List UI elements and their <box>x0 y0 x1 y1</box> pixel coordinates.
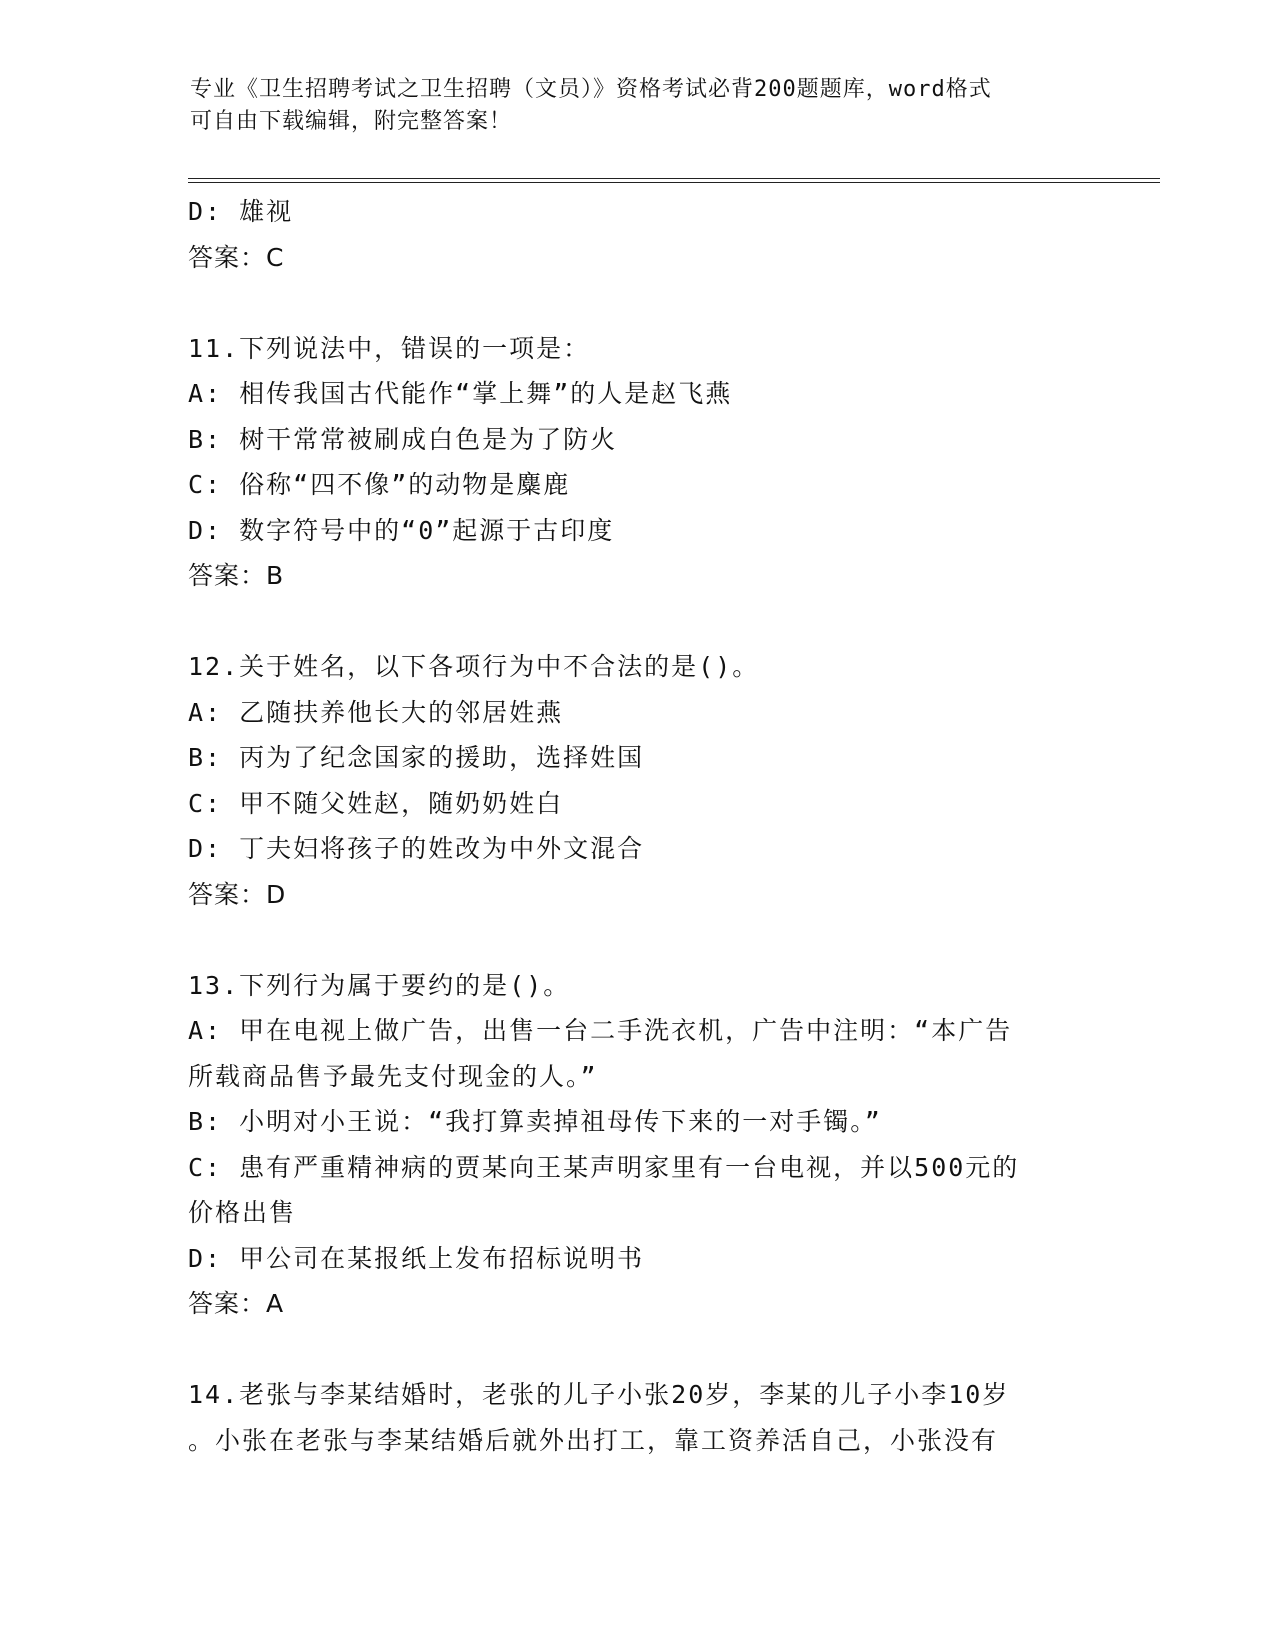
question-13 <box>188 963 1088 1327</box>
spacer <box>188 599 1088 645</box>
header-title-line-1: 专业《卫生招聘考试之卫生招聘（文员）》资格考试必背200题题库，word格式 <box>190 77 992 102</box>
answer-line: 答案：B <box>188 561 285 590</box>
question-stem-line-1: 14.老张与李某结婚时，老张的儿子小张20岁，李某的儿子小李10岁 <box>188 1380 1010 1409</box>
option-a-continued: 所载商品售予最先支付现金的人。” <box>188 1061 598 1091</box>
question-stem: 12.关于姓名，以下各项行为中不合法的是()。 <box>188 652 760 681</box>
question-stem-line-2: 。小张在老张与李某结婚后就外出打工，靠工资养活自己，小张没有 <box>188 1425 999 1455</box>
question-list <box>188 189 1088 1463</box>
option-d: D: 雄视 <box>188 197 294 226</box>
option-c: C: 甲不随父姓赵，随奶奶姓白 <box>188 788 564 818</box>
option-a: A: 甲在电视上做广告，出售一台二手洗衣机，广告中注明：“本广告 <box>188 1016 1013 1045</box>
question-14 <box>188 1372 1088 1463</box>
spacer <box>188 1327 1088 1373</box>
question-stem: 11.下列说法中，错误的一项是： <box>188 333 591 363</box>
header-title-line-2: 可自由下载编辑，附完整答案！ <box>190 109 513 134</box>
header-divider <box>188 178 1160 183</box>
spacer <box>188 917 1088 963</box>
question-12 <box>188 644 1088 917</box>
option-b: B: 小明对小王说：“我打算卖掉祖母传下来的一对手镯。” <box>188 1107 882 1136</box>
answer-line: 答案：C <box>188 242 285 272</box>
option-d: D: 丁夫妇将孩子的姓改为中外文混合 <box>188 834 645 863</box>
question-stem: 13.下列行为属于要约的是()。 <box>188 970 571 1000</box>
option-d: D: 甲公司在某报纸上发布招标说明书 <box>188 1243 645 1273</box>
answer-line: 答案：A <box>188 1289 285 1318</box>
option-c-continued: 价格出售 <box>188 1198 297 1227</box>
option-b: B: 丙为了纪念国家的援助，选择姓国 <box>188 743 645 772</box>
answer-line: 答案：D <box>188 879 287 909</box>
option-c: C: 俗称“四不像”的动物是麋鹿 <box>188 470 571 499</box>
option-a: A: 乙随扶养他长大的邻居姓燕 <box>188 697 564 727</box>
option-c: C: 患有严重精神病的贾某向王某声明家里有一台电视，并以500元的 <box>188 1152 1020 1182</box>
option-a: A: 相传我国古代能作“掌上舞”的人是赵飞燕 <box>188 379 733 408</box>
spacer <box>188 280 1088 326</box>
option-b: B: 树干常常被刷成白色是为了防火 <box>188 424 618 454</box>
document-header <box>190 74 1090 138</box>
option-d: D: 数字符号中的“0”起源于古印度 <box>188 515 615 545</box>
question-11 <box>188 326 1088 599</box>
